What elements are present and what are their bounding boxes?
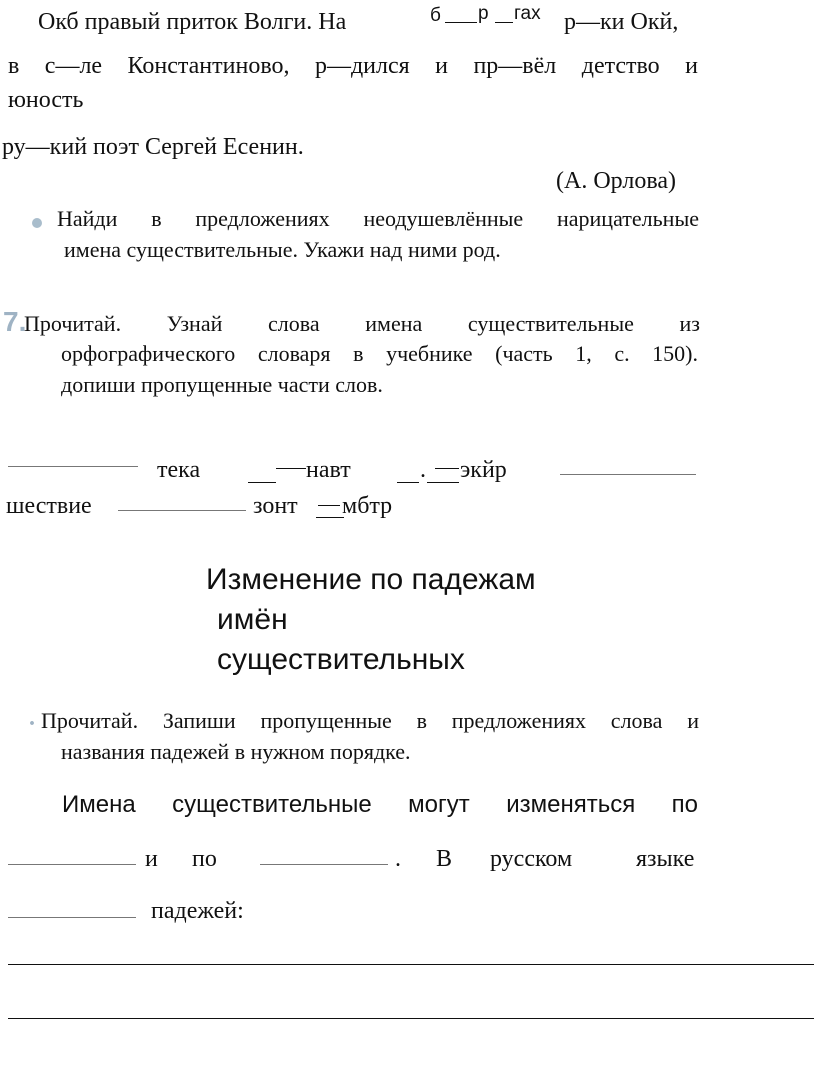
blank-line: [8, 466, 138, 467]
blank-line: [276, 468, 306, 469]
task-number: 7.: [3, 306, 27, 337]
handwritten-letter-r: р: [478, 3, 489, 24]
task7-line-1: Прочитай. Узнай слова имена существительные из: [24, 311, 700, 336]
fill-line-1: Имена существительные могут изменяться по: [62, 791, 698, 818]
blank-line: [445, 22, 477, 23]
blank-line: [248, 482, 276, 483]
word-shestvie: шествие: [6, 493, 92, 519]
blank-line: [397, 482, 419, 483]
task3-line-2: названия падежей в нужном порядке.: [61, 739, 411, 764]
bullet-icon: [32, 218, 42, 228]
fill-period: .: [395, 846, 401, 872]
blank-line: [560, 474, 696, 475]
blank-line: [260, 864, 388, 865]
fill-word-language: языке: [636, 846, 695, 872]
blank-line: [118, 510, 246, 511]
task3-line-1: Прочитай. Запиши пропущенные в предложениях слова и: [41, 708, 699, 733]
passage-line-2: в с—ле Константиново, р—дился и пр—вёл детство и: [8, 53, 698, 79]
blank-line: [316, 517, 344, 518]
answer-line: [8, 964, 814, 965]
blank-line: [318, 505, 340, 506]
task-find-line-1: Найди в предложениях неодушевлённые нарицательные: [57, 206, 699, 231]
handwritten-ending-gah: гах: [514, 3, 541, 24]
blank-line: [8, 864, 136, 865]
task-marker: .: [29, 705, 35, 731]
passage-line-1-start: Окб правый приток Волги. На: [38, 9, 347, 35]
passage-line-1-end: р—ки Окй,: [564, 9, 679, 35]
section-heading-line-1: Изменение по падежам: [206, 563, 536, 596]
blank-line: [8, 917, 136, 918]
section-heading-line-2: имён: [217, 603, 288, 636]
fill-word-cases: падежей:: [151, 898, 244, 924]
task7-line-3: допиши пропущенные части слов.: [61, 372, 383, 397]
fill-word-v: В: [436, 846, 453, 872]
blank-line: [495, 22, 513, 23]
passage-author: (А. Орлова): [556, 168, 676, 194]
section-heading-line-3: существительных: [217, 643, 465, 676]
word-ekir: экйр: [460, 457, 507, 483]
handwritten-letter-b: б: [430, 5, 441, 26]
passage-line-3: юность: [8, 87, 84, 113]
answer-line: [8, 1018, 814, 1019]
passage-line-4: ру—кий поэт Сергей Есенин.: [2, 134, 304, 160]
blank-line: [427, 482, 459, 483]
blank-line: [435, 468, 459, 469]
word-teka: тека: [157, 457, 201, 483]
word-zont: зонт: [253, 493, 298, 519]
passage-line-1: [38, 8, 346, 36]
fill-word-russian: русском: [490, 846, 573, 872]
task-find-line-2: имена существительные. Укажи над ними род.: [64, 237, 501, 262]
fill-word-and: и: [145, 846, 158, 872]
word-navt: навт: [306, 457, 351, 483]
word-mbtr: мбтр: [342, 493, 393, 519]
task7-line-2: орфографического словаря в учебнике (часть 1, с. 150).: [61, 341, 698, 366]
fill-word-po: по: [192, 846, 217, 872]
word-dot: .: [420, 457, 426, 483]
